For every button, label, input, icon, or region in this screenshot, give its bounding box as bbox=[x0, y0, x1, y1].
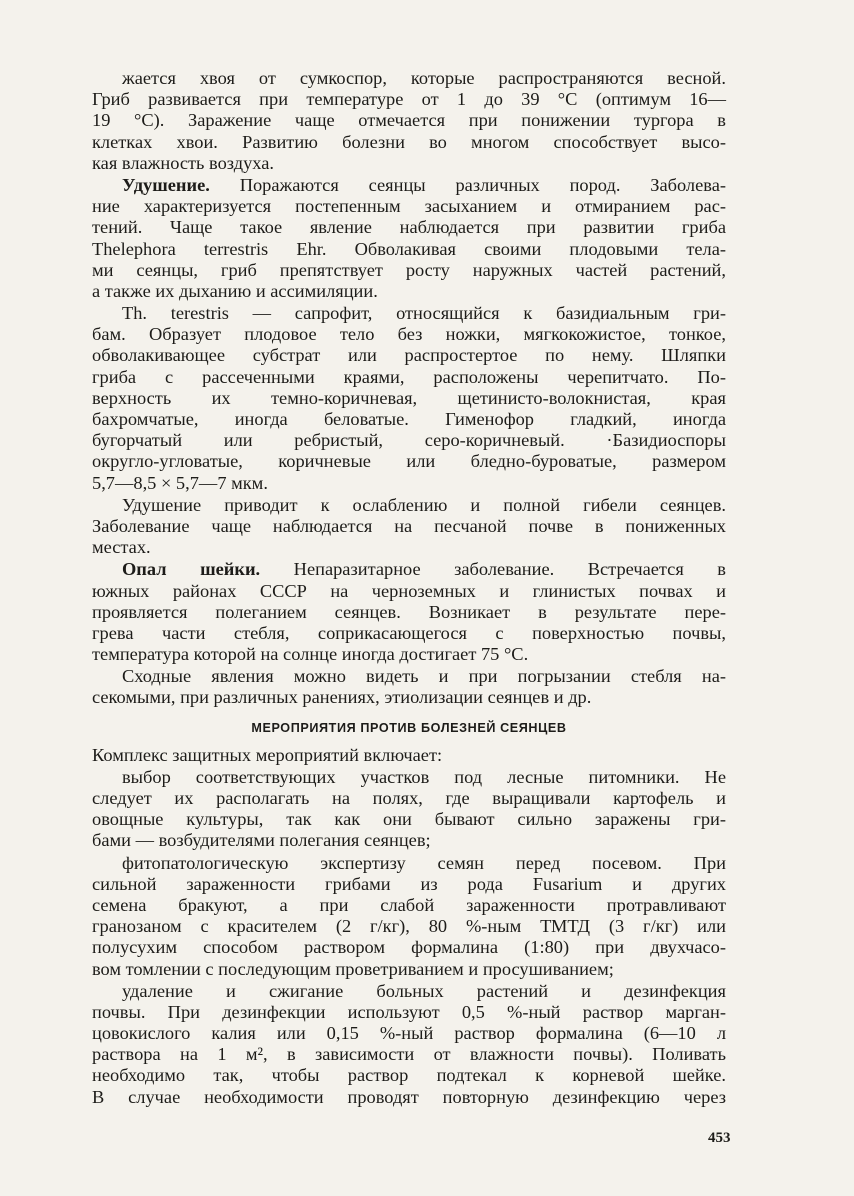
text-line: следует их располагать на полях, где выращивали картофель и bbox=[92, 788, 726, 808]
line-text: Непаразитарное заболевание. Встречается в bbox=[260, 559, 726, 580]
text-line: полусухим способом раствором формалина (1:80) при двухчасо- bbox=[92, 937, 726, 958]
text-line: бами — возбудителями полегания сеянцев; bbox=[92, 830, 431, 851]
text-line: бугорчатый или ребристый, серо-коричневый. ·Базидиоспоры bbox=[92, 430, 726, 451]
text-line: раствора на 1 м², в зависимости от влажности почвы). Поливать bbox=[92, 1044, 726, 1065]
text-line: 19 °С). Заражение чаще отмечается при понижении тургора в bbox=[92, 110, 726, 131]
paragraph bbox=[92, 495, 726, 559]
text-line: температура которой на солнце иногда достигает 75 °С. bbox=[92, 644, 529, 665]
paragraph bbox=[92, 68, 726, 174]
paragraph-lead: Опал шейки. bbox=[122, 559, 261, 580]
text-line: Thelephora terrestris Ehr. Обволакивая своими плодовыми тела- bbox=[92, 238, 726, 259]
text-line: южных районах СССР на черноземных и глинистых почвах и bbox=[92, 580, 726, 601]
text-line: почвы. При дезинфекции используют 0,5 %-ный раствор марган- bbox=[92, 1001, 726, 1022]
text-line: Заболевание чаще наблюдается на песчаной почве в пониженных bbox=[92, 515, 726, 536]
text-line: сильной зараженности грибами из рода Fusarium и других bbox=[92, 873, 726, 894]
text-line: Гриб развивается при температуре от 1 до 39 °С (оптимум 16— bbox=[92, 89, 726, 110]
text-line: а также их дыханию и ассимиляции. bbox=[92, 280, 378, 301]
paragraph bbox=[92, 175, 726, 302]
text-line: верхность их темно-коричневая, щетинисто-волокнистая, края bbox=[92, 387, 726, 408]
text-line: фитопатологическую экспертизу семян перед посевом. При bbox=[122, 852, 726, 873]
text-line: удаление и сжигание больных растений и дезинфекция bbox=[122, 980, 726, 1001]
text-line: кая влажность воздуха. bbox=[92, 152, 274, 173]
text-line: бам. Образует плодовое тело без ножки, мягкокожистое, тонкое, bbox=[92, 324, 726, 345]
text-line: выбор соответствующих участков под лесные питомники. Не bbox=[122, 766, 726, 787]
text-line: овощные культуры, так как они бывают сильно заражены гри- bbox=[92, 809, 726, 830]
text-line: клетках хвои. Развитию болезни во многом способствует высо- bbox=[92, 131, 726, 152]
text-line: тений. Чаще такое явление наблюдается при развитии гриба bbox=[92, 217, 726, 238]
text-line: гриба с рассеченными краями, расположены черепитчато. По- bbox=[92, 366, 726, 387]
text-line: бахромчатые, иногда беловатые. Гименофор гладкий, иногда bbox=[92, 409, 726, 429]
text-line: гранозаном с красителем (2 г/кг), 80 %-ным ТМТД (3 г/кг) или bbox=[92, 916, 726, 937]
text-line: Комплекс защитных мероприятий включает: bbox=[92, 744, 443, 765]
paragraph-lead: Удушение. bbox=[122, 174, 210, 195]
line-text: Поражаются сеянцы различных пород. Заболева- bbox=[209, 174, 726, 195]
text-line: Th. terestris — сапрофит, относящийся к базидиальным гри- bbox=[122, 303, 726, 324]
paragraph bbox=[92, 666, 726, 708]
page-text bbox=[92, 68, 726, 1108]
paragraph bbox=[92, 853, 726, 980]
paragraph bbox=[92, 559, 726, 665]
text-line bbox=[92, 559, 726, 580]
text-line: обволакивающее субстрат или распростертое по нему. Шляпки bbox=[92, 345, 726, 366]
text-line: округло-угловатые, коричневые или бледно-буроватые, размером bbox=[92, 451, 726, 472]
section-heading: МЕРОПРИЯТИЯ ПРОТИВ БОЛЕЗНЕЙ СЕЯНЦЕВ bbox=[251, 720, 567, 735]
page-number: 453 bbox=[708, 1130, 731, 1146]
text-line: вом томлении с последующим проветриванием и просушиванием; bbox=[92, 958, 614, 979]
paragraph bbox=[92, 981, 726, 1108]
text-line: грева части стебля, соприкасающегося с поверхностью почвы, bbox=[92, 622, 726, 643]
text-line: проявляется полеганием сеянцев. Возникает в результате пере- bbox=[92, 601, 726, 622]
text-line: секомыми, при различных ранениях, этиолизации сеянцев и др. bbox=[92, 687, 592, 708]
text-line: местах. bbox=[92, 537, 151, 558]
text-line: В случае необходимости проводят повторную дезинфекцию через bbox=[92, 1086, 726, 1107]
paragraph bbox=[92, 303, 726, 494]
text-line: цовокислого калия или 0,15 %-ный раствор формалина (6—10 л bbox=[92, 1023, 726, 1044]
text-line bbox=[92, 175, 726, 196]
paragraph bbox=[92, 745, 726, 766]
text-line: ние характеризуется постепенным засыханием и отмиранием рас- bbox=[92, 196, 726, 217]
text-line: ми сеянцы, гриб препятствует росту наружных частей растений, bbox=[92, 259, 726, 280]
text-line: семена бракуют, а при слабой зараженности протравливают bbox=[92, 894, 726, 915]
text-line: Удушение приводит к ослаблению и полной гибели сеянцев. bbox=[122, 494, 726, 515]
paragraph bbox=[92, 767, 726, 852]
text-line: 5,7—8,5 × 5,7—7 мкм. bbox=[92, 472, 268, 493]
text-line: Сходные явления можно видеть и при погрызании стебля на- bbox=[122, 666, 726, 687]
text-line: необходимо так, чтобы раствор подтекал к корневой шейке. bbox=[92, 1065, 726, 1086]
text-line: жается хвоя от сумкоспор, которые распространяются весной. bbox=[122, 68, 726, 88]
